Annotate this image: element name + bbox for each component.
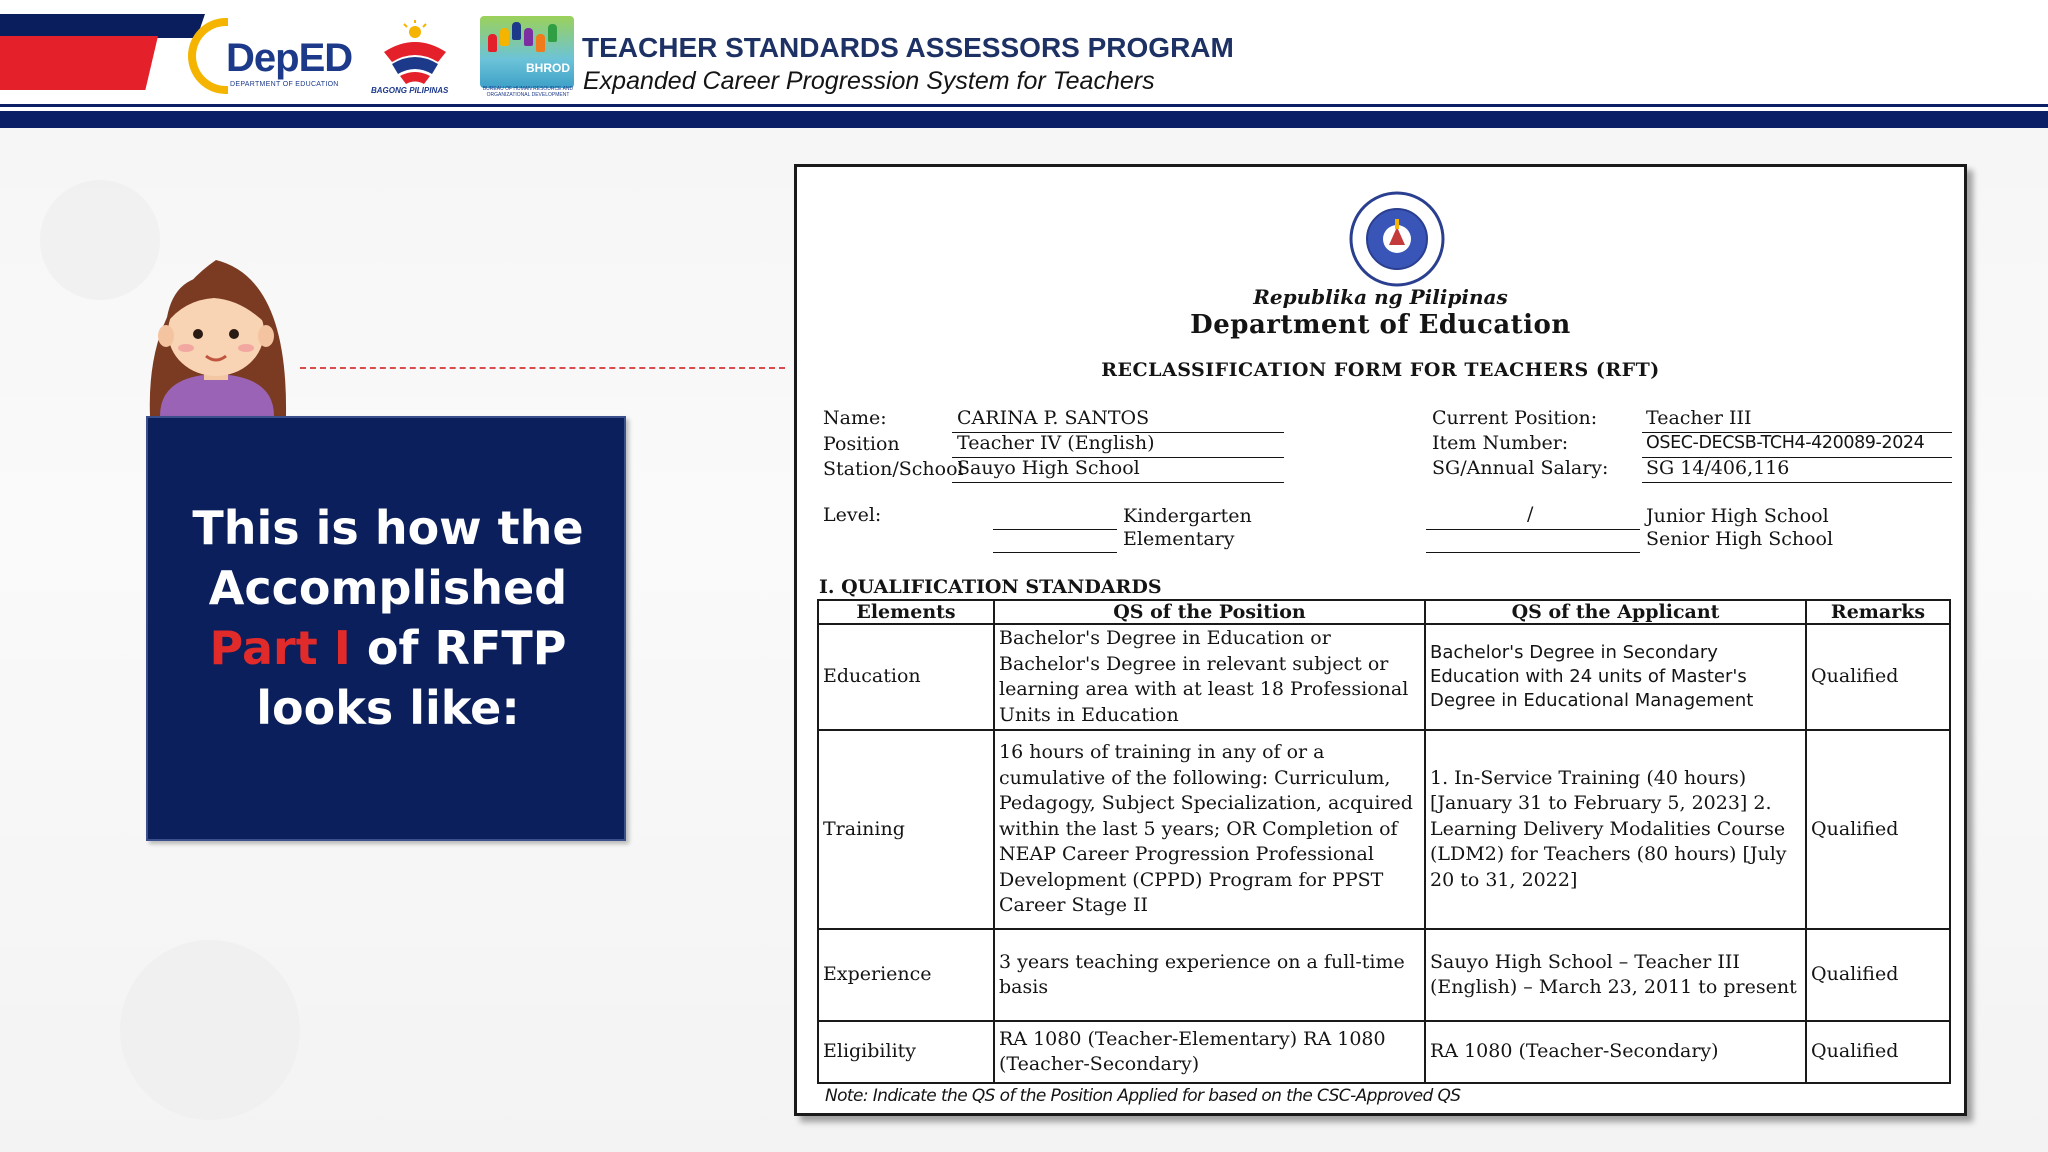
- qualification-section-title: I. QUALIFICATION STANDARDS: [819, 576, 1162, 598]
- bhrod-figure: [548, 24, 557, 42]
- bhrod-figure: [524, 28, 533, 46]
- qualification-table: [817, 599, 1951, 1084]
- cell-qs-applicant: Sauyo High School – Teacher III (English) – March 23, 2011 to present: [1425, 929, 1806, 1021]
- rft-document: [794, 164, 1967, 1116]
- background-decor: [120, 940, 300, 1120]
- callout-text: [148, 498, 628, 738]
- station-label: Station/School: [823, 458, 964, 480]
- col-header-qs-position: QS of the Position: [994, 600, 1425, 624]
- col-header-qs-applicant: QS of the Applicant: [1425, 600, 1806, 624]
- cell-qs-applicant: 1. In-Service Training (40 hours) [January 31 to February 5, 2023] 2. Learning Delivery Modalities Course (LDM2) for Teachers (80 hours) [July 20 to 31, 2022]: [1425, 730, 1806, 929]
- cell-element: Experience: [818, 929, 994, 1021]
- bhrod-figure: [536, 34, 545, 52]
- bhrod-logo: [480, 16, 574, 88]
- program-subtitle: Expanded Career Progression System for Teachers: [583, 67, 1155, 95]
- bagong-pilipinas-label: BAGONG PILIPINAS: [371, 86, 449, 95]
- bhrod-logo-subtitle: BUREAU OF HUMAN RESOURCE AND ORGANIZATIONAL DEVELOPMENT: [482, 86, 574, 98]
- deped-logo-subtitle: DEPARTMENT OF EDUCATION: [230, 81, 339, 88]
- level-shs: Senior High School: [1646, 528, 1834, 550]
- jhs-blank: [1426, 529, 1640, 530]
- kindergarten-blank: [993, 529, 1117, 530]
- bhrod-figure: [512, 22, 521, 40]
- cell-remarks: Qualified: [1806, 624, 1950, 730]
- name-label: Name:: [823, 407, 887, 429]
- shs-blank: [1426, 552, 1640, 553]
- callout-line-1: This is how the: [192, 501, 584, 555]
- salary-label: SG/Annual Salary:: [1432, 457, 1609, 479]
- salary-value: SG 14/406,116: [1646, 457, 1790, 479]
- teacher-avatar-icon: [138, 248, 294, 416]
- callout-line-3-rest: of RFTP: [350, 621, 567, 675]
- level-label: Level:: [823, 504, 882, 526]
- salary-underline: [1642, 482, 1952, 483]
- col-header-remarks: Remarks: [1806, 600, 1950, 624]
- cell-qs-position: Bachelor's Degree in Education or Bachelor's Degree in relevant subject or learning area with at least 18 Professional Units in Education: [994, 624, 1425, 730]
- position-value: Teacher IV (English): [957, 432, 1155, 454]
- qs-footnote: Note: Indicate the QS of the Position Applied for based on the CSC-Approved QS: [825, 1086, 1461, 1106]
- connector-dashed-line: [300, 367, 785, 369]
- cell-element: Eligibility: [818, 1021, 994, 1083]
- header-navy-stripe: [0, 14, 205, 38]
- station-value: Sauyo High School: [957, 457, 1140, 479]
- position-label: Position: [823, 433, 900, 455]
- table-row: [818, 730, 1950, 929]
- table-row: [818, 929, 1950, 1021]
- form-title: RECLASSIFICATION FORM FOR TEACHERS (RFT): [1101, 359, 1660, 381]
- callout-line-4: looks like:: [256, 681, 520, 735]
- cell-remarks: Qualified: [1806, 730, 1950, 929]
- current-position-value: Teacher III: [1646, 407, 1752, 429]
- callout-box: [146, 416, 626, 841]
- bhrod-figure: [500, 28, 509, 46]
- col-header-elements: Elements: [818, 600, 994, 624]
- deped-logo: DepED: [226, 36, 353, 80]
- elementary-blank: [993, 552, 1117, 553]
- bhrod-figure: [488, 34, 497, 52]
- level-jhs: Junior High School: [1646, 505, 1829, 527]
- table-header-row: [818, 600, 1950, 624]
- jhs-checkmark: /: [1527, 503, 1534, 525]
- cell-qs-applicant: Bachelor's Degree in Secondary Education with 24 units of Master's Degree in Educational Management: [1425, 624, 1806, 730]
- bhrod-logo-text: BHROD: [526, 61, 570, 75]
- callout-line-3: [148, 618, 628, 678]
- callout-line-2: Accomplished: [208, 561, 568, 615]
- cell-qs-applicant: RA 1080 (Teacher-Secondary): [1425, 1021, 1806, 1083]
- name-value: CARINA P. SANTOS: [957, 407, 1150, 429]
- bagong-pilipinas-logo: [378, 18, 452, 88]
- cell-qs-position: RA 1080 (Teacher-Elementary) RA 1080 (Teacher-Secondary): [994, 1021, 1425, 1083]
- cell-remarks: Qualified: [1806, 1021, 1950, 1083]
- cell-remarks: Qualified: [1806, 929, 1950, 1021]
- republic-heading: Republika ng Pilipinas: [1253, 285, 1508, 309]
- current-position-label: Current Position:: [1432, 407, 1598, 429]
- program-title: TEACHER STANDARDS ASSESSORS PROGRAM: [582, 32, 1234, 63]
- item-number-value: OSEC-DECSB-TCH4-420089-2024: [1646, 433, 1925, 453]
- department-heading: Department of Education: [1190, 310, 1571, 340]
- header: [0, 0, 2048, 128]
- cell-qs-position: 3 years teaching experience on a full-time basis: [994, 929, 1425, 1021]
- level-kindergarten: Kindergarten: [1123, 505, 1252, 527]
- level-elementary: Elementary: [1123, 528, 1235, 550]
- header-bottom-bar: [0, 111, 2048, 128]
- table-row: [818, 1021, 1950, 1083]
- cell-element: Training: [818, 730, 994, 929]
- item-number-label: Item Number:: [1432, 432, 1569, 454]
- cell-element: Education: [818, 624, 994, 730]
- callout-highlight: Part I: [209, 621, 351, 675]
- deped-seal-icon: [1349, 191, 1445, 287]
- header-red-stripe: [0, 36, 158, 90]
- header-divider: [0, 104, 2048, 107]
- station-underline: [952, 482, 1284, 483]
- table-row: [818, 624, 1950, 730]
- cell-qs-position: 16 hours of training in any of or a cumulative of the following: Curriculum, Pedagogy, Subject Specialization, acquired within the last 5 years; OR Completion of NEAP Career Progression Professional Development (CPPD) Program for PPST Career Stage II: [994, 730, 1425, 929]
